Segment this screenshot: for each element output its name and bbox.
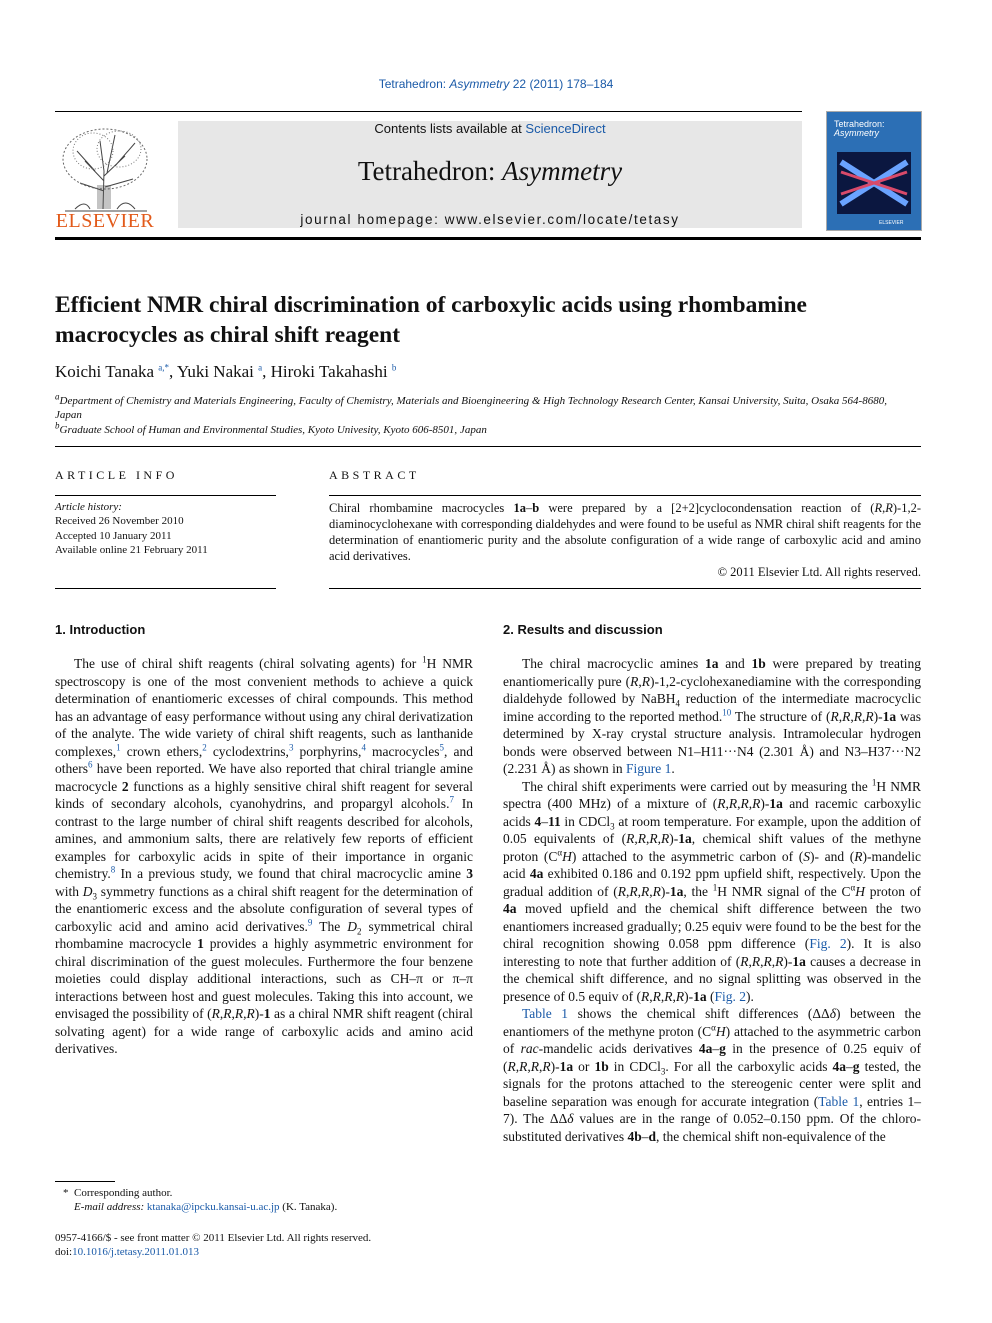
author-list: Koichi Tanaka $^{a,*}$, Yuki Nakai $^a$, Hiroki Takahashi $^b$ bbox=[55, 362, 397, 381]
article-info-heading: ARTICLE INFO bbox=[55, 468, 178, 482]
corresponding-footnote: * Corresponding author. E-mail address: ktanaka@ipcku.kansai-u.ac.jp (K. Tanaka). bbox=[63, 1187, 338, 1213]
author-name: Hiroki Takahashi bbox=[270, 362, 388, 381]
info-rule-top bbox=[55, 495, 276, 496]
doi-link[interactable]: 10.1016/j.tetasy.2011.01.013 bbox=[72, 1246, 200, 1258]
figure-1-link[interactable]: Figure 1 bbox=[626, 761, 672, 776]
affiliation-item: $^b$Graduate School of Human and Environmental Studies, Kyoto Univesity, Kyoto 606-8501, Japan bbox=[55, 420, 487, 436]
abstract-rule-bottom bbox=[329, 588, 921, 589]
author-affil-mark[interactable]: a,* bbox=[158, 362, 170, 373]
header-top-rule bbox=[55, 111, 802, 112]
article-history: Article history: Received 26 November 2010 Accepted 10 January 2011 Available online 21 February 2011 bbox=[55, 501, 208, 556]
table-1-link[interactable]: Table 1 bbox=[522, 1006, 569, 1021]
contents-line: Contents lists available at ScienceDirect bbox=[374, 121, 606, 136]
info-rule-bottom bbox=[55, 588, 276, 589]
front-matter: 0957-4166/$ - see front matter © 2011 Elsevier Ltd. All rights reserved. doi:10.1016/j.tetasy.2011.01.013 bbox=[55, 1232, 372, 1258]
citation-journal-link[interactable]: Tetrahedron: Asymmetry 22 (2011) 178–184 bbox=[378, 77, 614, 91]
journal-citation bbox=[0, 77, 992, 91]
journal-cover bbox=[826, 111, 922, 231]
abstract-rule-top bbox=[329, 495, 921, 496]
intro-heading: 1. Introduction bbox=[55, 622, 146, 637]
figure-2-link[interactable]: Fig. 2 bbox=[714, 988, 746, 1004]
cover-publisher: ELSEVIER bbox=[879, 220, 904, 226]
elsevier-logo bbox=[55, 121, 155, 233]
results-heading: 2. Results and discussion bbox=[503, 622, 663, 637]
abstract-heading: ABSTRACT bbox=[329, 468, 420, 482]
journal-name: Tetrahedron: Asymmetry bbox=[357, 156, 623, 186]
intro-body: The use of chiral shift reagents (chiral solvating agents) for $^1$H NMR spectroscopy is one of the most convenient methods to achieve a quick determination of enantiomeric excesses of chiral compounds. This method has an advantage of easy performance without using any chiral derivatization of the analyte. The wide variety of chiral shift reagents, such as lanthanide complexes,$^1$ crown ethers,$^2$ cyclodextrins,$^3$ porphyrins,$^4$ macrocycles$^5$, and others$^6$ have been reported. We have also reported that chiral triangle amine macrocycle 2 functions as a highly sensitive chiral shift reagent for several kinds of secondary alcohols, cyanohydrins, and propargyl alcohols.$^7$ In contrast to the large number of chiral shift reagents described for alcohols, amines, and ammonium salts, there are relatively few reports of efficient examples for carboxylic acids in spite of their importance in organic chemistry.$^8$ In a previous study, we found that chiral macrocyclic amine 3 with $D_3$ symmetry functions as a chiral shift reagent for the determination of the enantiomeric excess and the absolute configuration of several types of carboxylic acid and amino acid derivatives.$^9$ The $D_2$ symmetrical chiral rhombamine macrocycle 1 provides a highly asymmetric environment for chiral discrimination of the guest molecules. Furthermore the four benzene moieties could display additional interactions, such as CH–π or π–π interactions between host and guest molecules. Taking this into account, we envisaged the possibility of (R,R,R,R)-1 as a chiral NMR shift reagent (chiral solvating agent) for a wide range of carboxylic acids and amino acid derivatives. bbox=[55, 654, 474, 1056]
journal-homepage: journal homepage: www.elsevier.com/locate/tetasy bbox=[300, 212, 680, 227]
cover-title: Tetrahedron: Asymmetry bbox=[834, 119, 885, 138]
footnote-rule bbox=[55, 1181, 115, 1182]
author-name: Yuki Nakai bbox=[176, 362, 254, 381]
author-affil-mark[interactable]: a bbox=[258, 362, 263, 373]
author-affil-mark[interactable]: b bbox=[391, 362, 397, 373]
abstract-copyright: © 2011 Elsevier Ltd. All rights reserved. bbox=[717, 565, 921, 579]
homepage-link[interactable]: www.elsevier.com/locate/tetasy bbox=[444, 212, 680, 227]
results-body: The chiral macrocyclic amines 1a and 1b were prepared by treating enantiomerically pure (R,R)-1,2-cyclohexanediamine with the corresponding dialdehyde followed by NaBH$_4$ reduction of the intermediate macrocyclic imine according to the reported method.$^{10}$ The structure of (R,R,R,R)-1a was determined by X-ray crystal structure analysis. Intramolecular hydrogen bonds were observed between N1–H11···N4 (2.301 Å) and N3–H37···N2 (2.231 Å) as shown in Figure 1. The chiral shift experiments were carried out by measuring the $^1$H NMR spectra (400 MHz) of a mixture of (R,R,R,R)-1a and racemic carboxylic acids 4–11 in CDCl$_3$ at room temperature. For example, upon the addition of 0.05 equivalents of (R,R,R,R)-1a, chemical shift values of the methyne proton $(C^\alpha H)$ attached to the asymmetric carbon of (S)- and (R)-mandelic acid 4a exhibited 0.186 and 0.192 ppm upfield shift, respectively. Upon the gradual addition of (R,R,R,R)-1a, the $^1$H NMR signal of the $C^\alpha H$ proton of 4a moved upfield and the chemical shift difference between the two enantiomers increased gradually; 0.25 equiv were found to be the best for the chiral recognition showing 0.058 ppm difference (Fig. 2). It is also interesting to note that further addition of (R,R,R,R)-1a causes a decrease in the chemical shift difference, and no signal splitting was observed in the presence of 0.5 equiv of (R,R,R,R)-1a (Fig. 2). Table 1 shows the chemical shift differences (ΔΔδ) between the enantiomers of the methyne proton $(C^\alpha H)$ attached to the asymmetric carbon of rac-mandelic acids derivatives 4a–g in the presence of 0.25 equiv of (R,R,R,R)-1a or 1b in CDCl$_3$. For all the carboxylic acids 4a–g tested, the signals for the protons attached to the stereogenic center were split and baseline separation was enough for accurate integration (Table 1, entries 1–7). The ΔΔδ values are in the range of 0.052–0.150 ppm. Of the chloro-substituted derivatives 4b–d, the chemical shift non-equivalence of the bbox=[503, 656, 922, 1144]
elsevier-wordmark: ELSEVIER bbox=[55, 210, 155, 232]
affiliation-item: $^a$Department of Chemistry and Materials Engineering, Faculty of Chemistry, Materials and Bioengineering & High Technology Research Center, Kansai University, Suita, Osaka 564-8680, Japan bbox=[55, 391, 887, 421]
header-bottom-rule bbox=[55, 237, 921, 240]
author-email-link[interactable]: ktanaka@ipcku.kansai-u.ac.jp bbox=[146, 1201, 280, 1213]
affiliations bbox=[55, 391, 915, 437]
article-title: Efficient NMR chiral discrimination of carboxylic acids using rhombamine macrocycles as chiral shift reagent bbox=[55, 292, 807, 348]
figure-2-link[interactable]: Fig. 2 bbox=[809, 936, 847, 951]
sciencedirect-link[interactable]: ScienceDirect bbox=[525, 121, 606, 136]
cover-artwork-icon bbox=[837, 152, 911, 214]
author-name: Koichi Tanaka bbox=[55, 362, 155, 381]
affiliation-rule bbox=[55, 446, 921, 447]
abstract-text: Chiral rhombamine macrocycles 1a–b were prepared by a [2+2]cyclocondensation reaction of (R,R)-1,2-diaminocyclohexane with corresponding dialdehydes and were found to be useful as NMR chiral shift reagents for the determination of enantiomeric purity and the absolute configuration of a wide range of carboxylic acid and amino acid derivatives. bbox=[329, 501, 922, 563]
table-1-link[interactable]: Table 1 bbox=[818, 1093, 860, 1109]
